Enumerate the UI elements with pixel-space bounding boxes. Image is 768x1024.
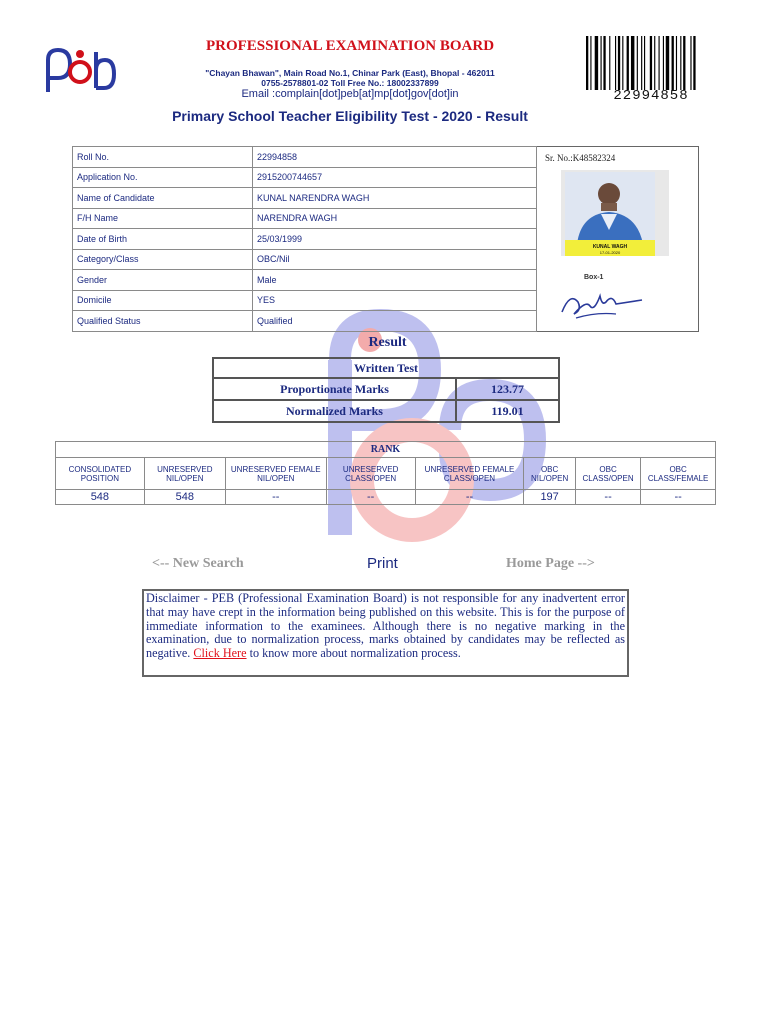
detail-value: 25/03/1999 [253, 229, 537, 250]
detail-row [73, 188, 537, 209]
detail-value: 2915200744657 [253, 167, 537, 188]
disclaimer-tail: to know more about normalization process. [249, 646, 461, 661]
detail-value: OBC/Nil [253, 249, 537, 270]
rank-title: RANK [56, 442, 716, 458]
rank-column-header: UNRESERVED CLASS/OPEN [326, 458, 415, 490]
board-phone: 0755-2578801-02 Toll Free No.: 18002337899 [261, 78, 439, 88]
detail-row [73, 290, 537, 311]
detail-value: KUNAL NARENDRA WAGH [253, 188, 537, 209]
result-label: Proportionate Marks [213, 378, 456, 400]
rank-value: -- [641, 490, 716, 505]
rank-column-header: OBC CLASS/OPEN [575, 458, 640, 490]
photo-caption: KUNAL WAGH [592, 244, 628, 250]
detail-value: YES [253, 290, 537, 311]
result-value: 123.77 [456, 378, 559, 400]
result-table [212, 357, 560, 423]
detail-label: Date of Birth [73, 229, 253, 250]
rank-value: 197 [524, 490, 576, 505]
detail-value: 22994858 [253, 147, 537, 168]
detail-row [73, 147, 537, 168]
detail-label: Category/Class [73, 249, 253, 270]
result-label: Normalized Marks [213, 400, 456, 422]
board-address: "Chayan Bhawan", Main Road No.1, Chinar Park (East), Bhopal - 462011 [205, 68, 495, 78]
candidate-signature [556, 282, 646, 322]
detail-value: NARENDRA WAGH [253, 208, 537, 229]
peb-logo-icon [42, 46, 118, 94]
detail-row [73, 249, 537, 270]
detail-row [73, 311, 537, 332]
disclaimer-text: Disclaimer - PEB (Professional Examination Board) is not responsible for any inadvertent error that may have crept in the information being published on this website. This is for the purpose of immediate information to the examinees. Although there is no negative marking in the examination, due to normalization process, marks obtained by candidates may be reflected as negative. [146, 591, 625, 661]
detail-label: Gender [73, 270, 253, 291]
detail-value: Male [253, 270, 537, 291]
exam-title: Primary School Teacher Eligibility Test - 2020 - Result [172, 108, 528, 124]
barcode-icon [586, 36, 730, 90]
detail-label: Roll No. [73, 147, 253, 168]
click-here-link[interactable]: Click Here [193, 646, 247, 661]
rank-column-header: UNRESERVED NIL/OPEN [144, 458, 225, 490]
result-heading: Result [368, 335, 407, 350]
barcode-number: 22994858 [613, 88, 689, 104]
new-search-link[interactable]: <-- New Search [152, 556, 244, 571]
written-test-heading: Written Test [213, 358, 559, 378]
detail-label: Application No. [73, 167, 253, 188]
disclaimer-box [142, 589, 629, 677]
detail-value: Qualified [253, 311, 537, 332]
print-link[interactable]: Print [367, 555, 398, 572]
detail-row [73, 229, 537, 250]
photo-date: 17-01-2020 [599, 250, 621, 255]
box-label: Box-1 [584, 274, 604, 281]
detail-label: Qualified Status [73, 311, 253, 332]
candidate-details-table [72, 146, 537, 332]
home-page-link[interactable]: Home Page --> [506, 556, 595, 571]
rank-value: 548 [144, 490, 225, 505]
board-title: PROFESSIONAL EXAMINATION BOARD [205, 38, 495, 54]
rank-column-header: UNRESERVED FEMALE CLASS/OPEN [415, 458, 524, 490]
rank-value: -- [326, 490, 415, 505]
rank-value: -- [225, 490, 326, 505]
rank-column-header: OBC CLASS/FEMALE [641, 458, 716, 490]
rank-column-header: UNRESERVED FEMALE NIL/OPEN [225, 458, 326, 490]
rank-column-header: OBC NIL/OPEN [524, 458, 576, 490]
rank-column-header: CONSOLIDATED POSITION [56, 458, 145, 490]
candidate-photo [561, 170, 669, 256]
rank-value: 548 [56, 490, 145, 505]
detail-row [73, 270, 537, 291]
rank-value: -- [415, 490, 524, 505]
detail-label: Domicile [73, 290, 253, 311]
serial-number: Sr. No.:K48582324 [545, 153, 616, 163]
detail-label: Name of Candidate [73, 188, 253, 209]
result-value: 119.01 [456, 400, 559, 422]
detail-row [73, 208, 537, 229]
detail-label: F/H Name [73, 208, 253, 229]
rank-value: -- [575, 490, 640, 505]
detail-row [73, 167, 537, 188]
board-email: Email :complain[dot]peb[at]mp[dot]gov[dot]in [241, 88, 459, 100]
rank-table [55, 441, 716, 505]
